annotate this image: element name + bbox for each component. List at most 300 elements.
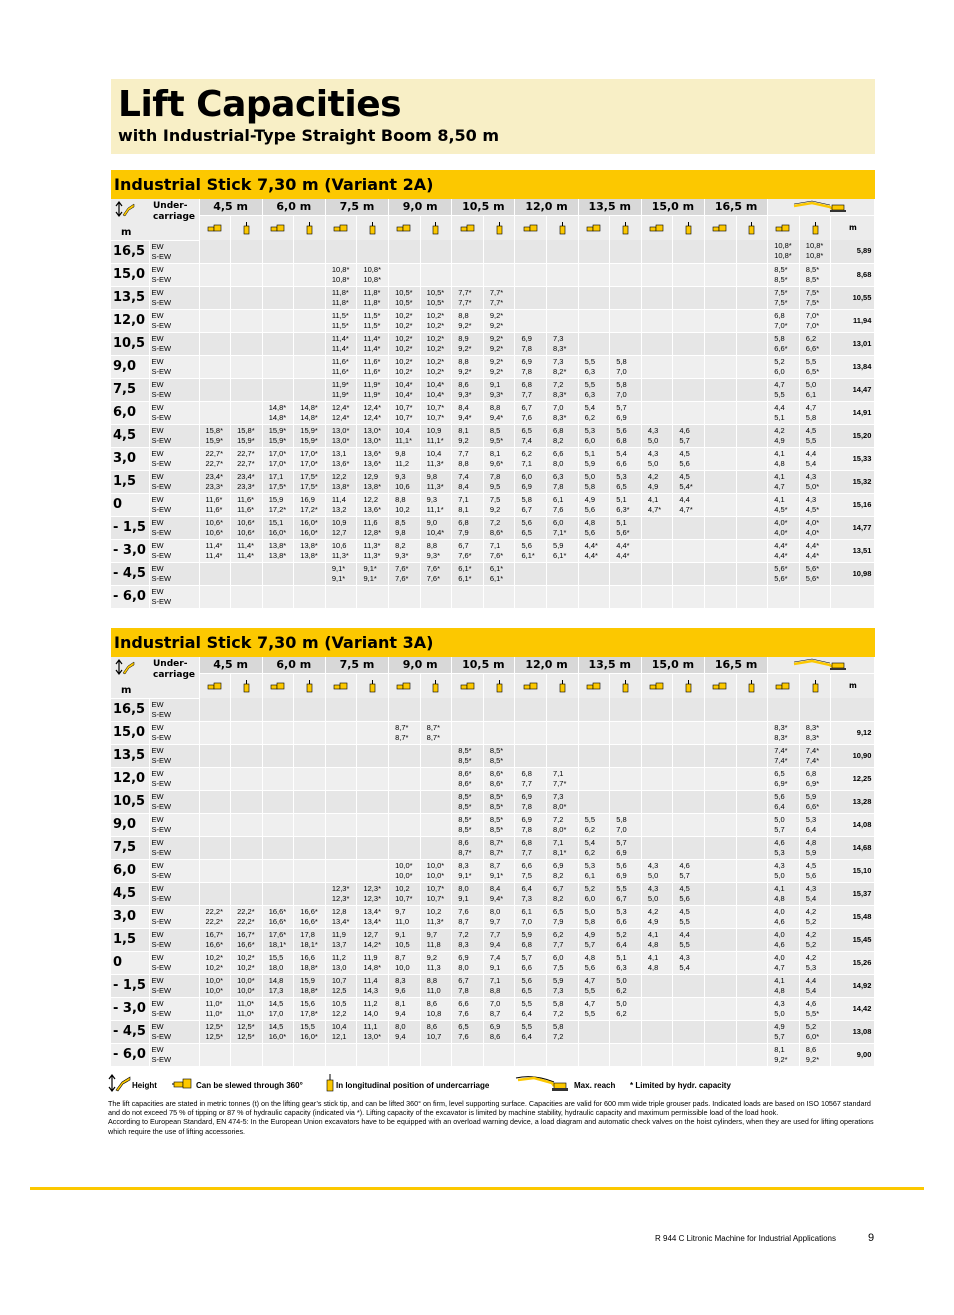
capacity-cell [736,539,768,562]
capacity-cell: 8,6* 8,6* [452,767,484,790]
capacity-cell: 15,8* 15,9* [199,424,231,447]
reach-value: 13,51 [831,539,875,562]
capacity-cell [610,744,642,767]
capacity-cell [705,585,737,608]
capacity-cell: 11,0* 11,0* [231,997,263,1020]
capacity-cell [515,721,547,744]
capacity-cell [705,401,737,424]
capacity-cell: 10,8* 10,8* [799,240,831,263]
capacity-cell [673,790,705,813]
height-icon [115,201,135,219]
undercarriage-cell: EW S-EW [149,859,199,882]
capacity-cell [262,859,294,882]
radius-header: 4,5 m [199,657,262,674]
lift-table-variant-3a [111,657,875,1067]
capacity-cell: 22,7* 22,7* [199,447,231,470]
capacity-cell: 10,8* 10,8* [768,240,800,263]
capacity-cell: 13,8* 13,8* [262,539,294,562]
capacity-cell: 10,8* 10,8* [325,263,357,286]
capacity-cell: 7,3 8,3* [547,332,579,355]
table-row [111,905,875,928]
longitudinal-icon [483,216,515,241]
capacity-cell [641,263,673,286]
capacity-cell [357,721,389,744]
capacity-cell [610,332,642,355]
slew-icon [641,216,673,241]
capacity-cell [483,1043,515,1066]
capacity-cell: 11,1 13,0* [357,1020,389,1043]
capacity-cell [294,882,326,905]
capacity-cell: 11,5* 11,5* [357,309,389,332]
capacity-cell: 10,2* 10,2* [389,309,421,332]
capacity-cell: 7,2 8,3* [547,378,579,401]
capacity-cell [325,790,357,813]
capacity-cell: 9,7 11,8 [420,928,452,951]
capacity-cell [736,562,768,585]
capacity-cell [641,836,673,859]
capacity-cell: 10,5 12,2 [325,997,357,1020]
table-row [111,997,875,1020]
capacity-cell [673,562,705,585]
footer-rule [30,1187,924,1190]
capacity-cell: 10,4* 10,4* [389,378,421,401]
capacity-cell: 8,3 9,1* [452,859,484,882]
longitudinal-icon [325,1074,335,1092]
capacity-cell [199,378,231,401]
slew-icon [389,216,421,241]
capacity-cell: 6,2 6,6* [799,332,831,355]
capacity-cell: 16,6 18,8* [294,951,326,974]
capacity-cell: 6,8 6,9* [799,767,831,790]
capacity-cell [578,309,610,332]
capacity-cell [262,1043,294,1066]
height-value: - 6,0 [111,1043,149,1066]
longitudinal-icon [294,674,326,699]
capacity-cell [294,698,326,721]
capacity-cell [705,447,737,470]
capacity-cell [199,859,231,882]
reach-value: 15,33 [831,447,875,470]
capacity-cell: 5,8 7,2 [547,1020,579,1043]
capacity-cell: 8,8 9,4* [483,401,515,424]
capacity-cell: 4,5 5,5 [799,424,831,447]
capacity-cell [262,721,294,744]
capacity-cell [705,1043,737,1066]
capacity-cell: 8,3* 8,3* [768,721,800,744]
radius-header: 13,5 m [578,199,641,216]
capacity-cell: 8,8 11,0 [420,974,452,997]
capacity-cell: 4,9 5,6 [578,493,610,516]
capacity-cell: 8,6 8,7* [452,836,484,859]
undercarriage-cell: EW S-EW [149,493,199,516]
capacity-cell: 8,8 9,3* [420,539,452,562]
capacity-cell: 7,8 9,5 [483,470,515,493]
capacity-cell: 17,0* 17,0* [262,447,294,470]
capacity-cell [705,355,737,378]
capacity-cell: 6,9 7,8 [515,813,547,836]
capacity-cell: 9,3 10,6 [389,470,421,493]
slew-icon [705,216,737,241]
capacity-cell [452,698,484,721]
capacity-cell [578,790,610,813]
table-row [111,562,875,585]
capacity-cell: 13,0* 13,0* [357,424,389,447]
capacity-cell: 12,2 13,6* [357,493,389,516]
capacity-cell: 4,5 5,6 [799,859,831,882]
capacity-cell [768,698,800,721]
capacity-cell [325,836,357,859]
capacity-cell [578,286,610,309]
capacity-cell: 11,6* 11,6* [357,355,389,378]
table-row [111,836,875,859]
capacity-cell: 14,5 16,0* [262,1020,294,1043]
slew-icon [768,216,800,241]
capacity-cell: 10,2* 10,2* [389,355,421,378]
capacity-cell [673,309,705,332]
capacity-cell: 4,6 5,3 [768,836,800,859]
capacity-cell: 6,1 7,6 [547,493,579,516]
capacity-cell [673,721,705,744]
reach-value: 14,08 [831,813,875,836]
capacity-cell: 6,9 7,8 [515,332,547,355]
undercarriage-cell: EW S-EW [149,516,199,539]
max-reach-icon [514,1074,572,1092]
capacity-cell: 22,7* 22,7* [231,447,263,470]
capacity-cell [641,539,673,562]
capacity-cell [547,698,579,721]
capacity-cell: 8,5* 8,5* [452,813,484,836]
capacity-cell [262,836,294,859]
capacity-cell: 4,7 5,8 [799,401,831,424]
capacity-cell [578,1020,610,1043]
capacity-cell [294,240,326,263]
undercarriage-cell: EW S-EW [149,240,199,263]
radius-header: 7,5 m [325,657,388,674]
capacity-cell [199,562,231,585]
capacity-cell [483,585,515,608]
capacity-cell: 9,2* 9,2* [483,355,515,378]
capacity-cell: 6,1 7,0 [515,905,547,928]
capacity-cell [610,790,642,813]
capacity-cell [736,424,768,447]
capacity-cell: 11,9* 11,9* [357,378,389,401]
capacity-cell [231,263,263,286]
capacity-cell: 12,4* 12,4* [357,401,389,424]
capacity-cell [294,378,326,401]
longitudinal-icon [357,674,389,699]
capacity-cell [231,585,263,608]
capacity-cell [357,859,389,882]
capacity-cell [705,539,737,562]
capacity-cell [420,240,452,263]
radius-header: 13,5 m [578,657,641,674]
page-subtitle: with Industrial-Type Straight Boom 8,50 m [118,126,500,145]
capacity-cell: 17,6* 18,1* [262,928,294,951]
capacity-cell [547,585,579,608]
capacity-cell [325,698,357,721]
capacity-cell: 7,5 9,2 [483,493,515,516]
capacity-cell [673,516,705,539]
reach-value [831,585,875,608]
reach-value: 13,84 [831,355,875,378]
capacity-cell [199,240,231,263]
capacity-cell [325,585,357,608]
capacity-cell: 4,5 5,6 [673,882,705,905]
radius-header: 9,0 m [389,657,452,674]
height-unit: m [121,684,132,696]
height-value: 1,5 [111,928,149,951]
capacity-cell [578,562,610,585]
capacity-cell: 11,2 13,0 [325,951,357,974]
reach-value: 9,00 [831,1043,875,1066]
capacity-cell: 4,3 5,0 [768,997,800,1020]
capacity-cell: 17,0* 17,0* [294,447,326,470]
undercarriage-cell: EW S-EW [149,721,199,744]
capacity-cell [641,378,673,401]
capacity-cell: 5,3 6,0 [578,424,610,447]
capacity-cell [515,309,547,332]
capacity-cell: 4,8 5,6 [578,516,610,539]
capacity-cell [420,836,452,859]
table-row [111,882,875,905]
capacity-cell: 8,5* 8,5* [452,744,484,767]
capacity-cell [610,585,642,608]
capacity-cell: 4,1 4,8 [768,447,800,470]
footer-text: R 944 C Litronic Machine for Industrial Applications [655,1234,836,1243]
capacity-cell [705,721,737,744]
capacity-cell [736,309,768,332]
capacity-cell [483,698,515,721]
capacity-cell [515,585,547,608]
undercarriage-cell: EW S-EW [149,974,199,997]
capacity-cell: 7,1 7,6* [483,539,515,562]
capacity-cell [673,767,705,790]
capacity-cell: 10,9 12,7 [325,516,357,539]
table-row [111,790,875,813]
table-row [111,539,875,562]
capacity-cell [641,813,673,836]
capacity-cell [736,698,768,721]
capacity-cell: 23,4* 23,3* [231,470,263,493]
capacity-cell [705,951,737,974]
height-value: - 1,5 [111,516,149,539]
capacity-cell [705,813,737,836]
capacity-cell: 7,0* 7,0* [799,309,831,332]
capacity-cell [262,309,294,332]
capacity-cell: 11,9* 11,9* [325,378,357,401]
capacity-cell [483,240,515,263]
capacity-cell: 7,7 9,4 [483,928,515,951]
slew-icon [515,216,547,241]
capacity-cell: 10,0* 10,0* [199,974,231,997]
note-paragraph: The lift capacities are stated in metric tonnes (t) on the lifting gear’s stick tip, and can be lifted 360° on firm, level supporting surface. Capacities are valid for 600 mm wide triple grouser pads. Indicated loads are based on ISO 10567 standard and do not exceed 75 % of tipping or 87 % of hydraulic capacity (indicated via *). Lifting capacity of the excavator is limited by machine stability, hydraulic capacity and maximum permissible load of the load hook. [108,1099,871,1118]
reach-value: 14,68 [831,836,875,859]
capacity-cell [294,721,326,744]
capacity-cell: 4,6 5,7 [673,859,705,882]
reach-value: 15,37 [831,882,875,905]
slew-icon [262,674,294,699]
capacity-cell [705,790,737,813]
capacity-cell [357,767,389,790]
capacity-cell: 12,8 13,4* [325,905,357,928]
capacity-cell [231,859,263,882]
table-row [111,767,875,790]
capacity-cell [452,1043,484,1066]
capacity-cell [262,698,294,721]
capacity-cell [610,767,642,790]
capacity-cell [705,997,737,1020]
radius-header: 16,5 m [705,657,768,674]
height-value: 7,5 [111,378,149,401]
capacity-cell [705,493,737,516]
capacity-cell [262,286,294,309]
capacity-cell: 5,6 6,4 [768,790,800,813]
undercarriage-cell: EW S-EW [149,767,199,790]
capacity-cell [610,1043,642,1066]
capacity-cell [325,859,357,882]
capacity-cell [262,813,294,836]
radius-header: 4,5 m [199,199,262,216]
capacity-cell: 11,9 14,8* [357,951,389,974]
longitudinal-icon [736,216,768,241]
slew-icon [515,674,547,699]
capacity-cell [736,1043,768,1066]
capacity-cell [420,813,452,836]
table-row [111,1043,875,1066]
capacity-cell: 6,0 7,1* [547,516,579,539]
capacity-cell: 15,1 16,0* [262,516,294,539]
reach-value: 15,26 [831,951,875,974]
capacity-cell: 11,9 13,7 [325,928,357,951]
capacity-cell [610,721,642,744]
capacity-cell: 11,6* 11,6* [199,493,231,516]
capacity-cell: 15,5 16,0* [294,1020,326,1043]
capacity-cell: 8,6 9,2* [799,1043,831,1066]
radius-header: 6,0 m [262,199,325,216]
longitudinal-icon [799,216,831,241]
height-value: 16,5 [111,240,149,263]
capacity-cell [262,332,294,355]
undercarriage-cell: EW S-EW [149,790,199,813]
capacity-cell: 8,0 9,1 [452,882,484,905]
capacity-cell: 10,2* 10,2* [420,355,452,378]
capacity-cell [325,744,357,767]
capacity-cell: 11,8* 11,8* [325,286,357,309]
capacity-cell: 10,0* 10,0* [231,974,263,997]
capacity-cell: 7,5* 7,5* [768,286,800,309]
height-value: 7,5 [111,836,149,859]
table-row [111,974,875,997]
capacity-cell [231,882,263,905]
radius-header: 16,5 m [705,199,768,216]
capacity-cell: 8,6* 8,6* [483,767,515,790]
reach-value: 15,45 [831,928,875,951]
capacity-cell: 5,6 6,1* [515,539,547,562]
height-value: - 4,5 [111,562,149,585]
radius-header: 9,0 m [389,199,452,216]
slew-icon [705,674,737,699]
capacity-cell [231,836,263,859]
capacity-cell: 8,3* 8,3* [799,721,831,744]
reach-value: 11,94 [831,309,875,332]
undercarriage-header: Under- carriage [153,201,195,222]
capacity-cell: 7,1 8,8 [483,974,515,997]
capacity-cell: 8,0 9,4 [389,1020,421,1043]
slew-icon [262,216,294,241]
capacity-cell [705,263,737,286]
capacity-cell: 10,4 11,1* [389,424,421,447]
reach-value: 12,25 [831,767,875,790]
longitudinal-icon [610,216,642,241]
capacity-cell: 8,4 9,4* [452,401,484,424]
capacity-cell: 5,0 5,8 [578,470,610,493]
capacity-cell: 15,9 18,8* [294,974,326,997]
longitudinal-icon [294,216,326,241]
capacity-cell [673,744,705,767]
capacity-cell [673,332,705,355]
capacity-cell: 7,6* 7,6* [420,562,452,585]
capacity-cell: 5,2 6,4 [610,928,642,951]
longitudinal-icon [420,674,452,699]
capacity-cell [799,698,831,721]
section-title-variant-3a: Industrial Stick 7,30 m (Variant 3A) [114,633,434,652]
capacity-cell [673,836,705,859]
reach-value: 15,10 [831,859,875,882]
capacity-cell [673,1043,705,1066]
capacity-cell [641,309,673,332]
table-row [111,698,875,721]
height-value: 9,0 [111,813,149,836]
capacity-cell: 6,8 7,0* [768,309,800,332]
capacity-cell: 4,0 4,6 [768,905,800,928]
capacity-cell: 8,7* 8,7* [389,721,421,744]
capacity-cell: 10,9 11,1* [420,424,452,447]
radius-header: 12,0 m [515,657,578,674]
capacity-cell: 5,1 5,6* [610,516,642,539]
reach-value: 10,55 [831,286,875,309]
capacity-cell [641,286,673,309]
capacity-cell [578,263,610,286]
capacity-cell: 5,5 6,3 [578,355,610,378]
capacity-cell [199,790,231,813]
capacity-cell [357,1043,389,1066]
capacity-cell: 11,8* 11,8* [357,286,389,309]
capacity-cell: 10,2 11,3* [420,905,452,928]
undercarriage-cell: EW S-EW [149,1020,199,1043]
slew-icon [199,674,231,699]
capacity-cell [673,1020,705,1043]
capacity-cell [389,813,421,836]
capacity-cell: 15,5 18,0 [262,951,294,974]
capacity-cell: 5,7 6,9 [610,836,642,859]
capacity-cell: 4,4* 4,4* [578,539,610,562]
capacity-cell: 7,4* 7,4* [768,744,800,767]
undercarriage-cell: EW S-EW [149,585,199,608]
section-title-variant-2a: Industrial Stick 7,30 m (Variant 2A) [114,175,434,194]
capacity-cell: 10,2* 10,2* [231,951,263,974]
height-unit: m [121,226,132,238]
capacity-cell [673,997,705,1020]
capacity-cell [610,562,642,585]
capacity-cell: 6,6 8,0 [547,447,579,470]
capacity-cell [736,951,768,974]
capacity-cell: 5,6* 5,6* [799,562,831,585]
capacity-cell [294,790,326,813]
capacity-cell [231,767,263,790]
capacity-cell: 5,5 6,7 [610,882,642,905]
undercarriage-cell: EW S-EW [149,401,199,424]
capacity-cell: 4,1 4,8 [768,974,800,997]
